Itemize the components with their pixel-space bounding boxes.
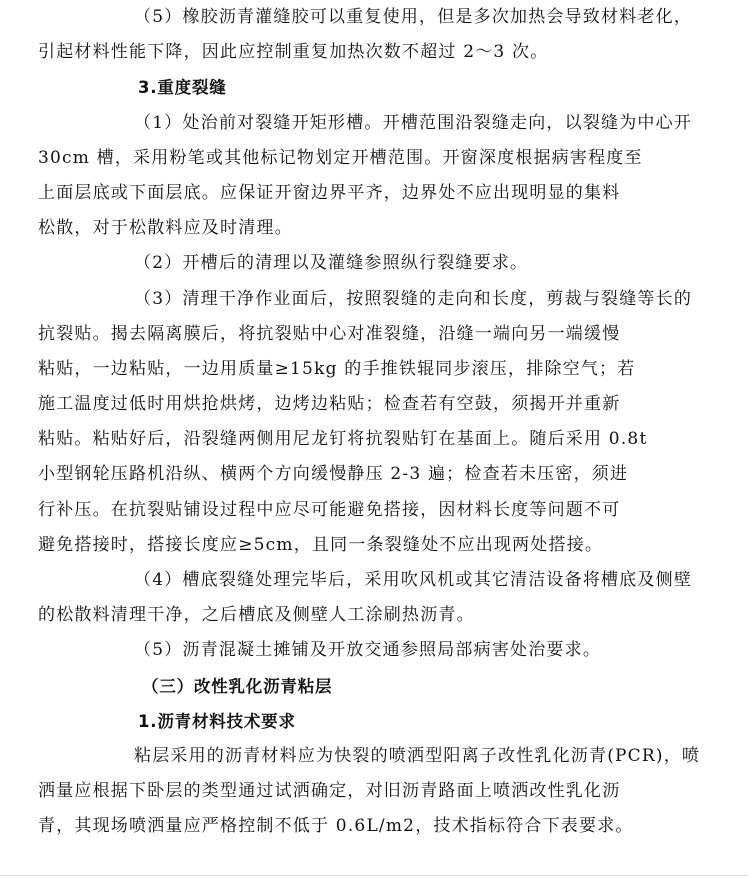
paragraph-line: 粘贴。粘贴好后，沿裂缝两侧用尼龙钉将抗裂贴钉在基面上。随后采用 0.8t	[38, 429, 648, 450]
paragraph-line: 洒量应根据下卧层的类型通过试洒确定，对旧沥青路面上喷洒改性乳化沥	[38, 781, 621, 802]
paragraph-line: 施工温度过低时用烘抢烘烤，边烤边粘贴；检查若有空鼓，须揭开并重新	[38, 394, 621, 415]
paragraph-line: （3）清理干净作业面后，按照裂缝的走向和长度，剪裁与裂缝等长的	[134, 288, 693, 309]
paragraph-line: 的松散料清理干净，之后槽底及侧壁人工涂刷热沥青。	[38, 605, 475, 626]
paragraph-line: 行补压。在抗裂贴铺设过程中应尽可能避免搭接，因材料长度等问题不可	[38, 499, 621, 520]
paragraph-line: 上面层底或下面层底。应保证开窗边界平齐，边界处不应出现明显的集料	[38, 182, 621, 203]
paragraph-line: （2）开槽后的清理以及灌缝参照纵行裂缝要求。	[134, 253, 529, 274]
paragraph-line: 30cm 槽，采用粉笔或其他标记物划定开槽范围。开窗深度根据病害程度至	[38, 147, 643, 168]
paragraph-line: 粘层采用的沥青材料应为快裂的喷洒型阳离子改性乳化沥青(PCR)，喷	[134, 745, 701, 766]
paragraph-line: 引起材料性能下降，因此应控制重复加热次数不超过 2～3 次。	[38, 42, 549, 63]
paragraph-line: 粘贴，一边粘贴，一边用质量≥15kg 的手推铁辊同步滚压，排除空气；若	[38, 358, 636, 379]
section-heading: （三）改性乳化沥青粘层	[142, 676, 333, 696]
paragraph-line: （1）处治前对裂缝开矩形槽。开槽范围沿裂缝走向，以裂缝为中心开	[134, 112, 693, 133]
section-heading: 3.重度裂缝	[138, 78, 227, 98]
paragraph-line: （5）沥青混凝土摊铺及开放交通参照局部病害处治要求。	[134, 640, 602, 661]
paragraph-line: 避免搭接时，搭接长度应≥5cm，且同一条裂缝处不应出现两处搭接。	[38, 534, 604, 555]
paragraph-line: 松散，对于松散料应及时清理。	[38, 218, 293, 239]
paragraph-line: 青，其现场喷洒量应严格控制不低于 0.6L/m2，技术指标符合下表要求。	[38, 816, 634, 837]
paragraph-line: （5）橡胶沥青灌缝胶可以重复使用，但是多次加热会导致材料老化，	[134, 7, 693, 27]
paragraph-line: （4）槽底裂缝处理完毕后，采用吹风机或其它清洁设备将槽底及侧壁	[134, 570, 693, 590]
subsection-heading: 1.沥青材料技术要求	[138, 711, 296, 731]
paragraph-line: 小型钢轮压路机沿纵、横两个方向缓慢静压 2-3 遍；检查若未压密，须进	[38, 464, 629, 485]
paragraph-line: 抗裂贴。揭去隔离膜后，将抗裂贴中心对准裂缝，沿缝一端向另一端缓慢	[38, 323, 621, 344]
